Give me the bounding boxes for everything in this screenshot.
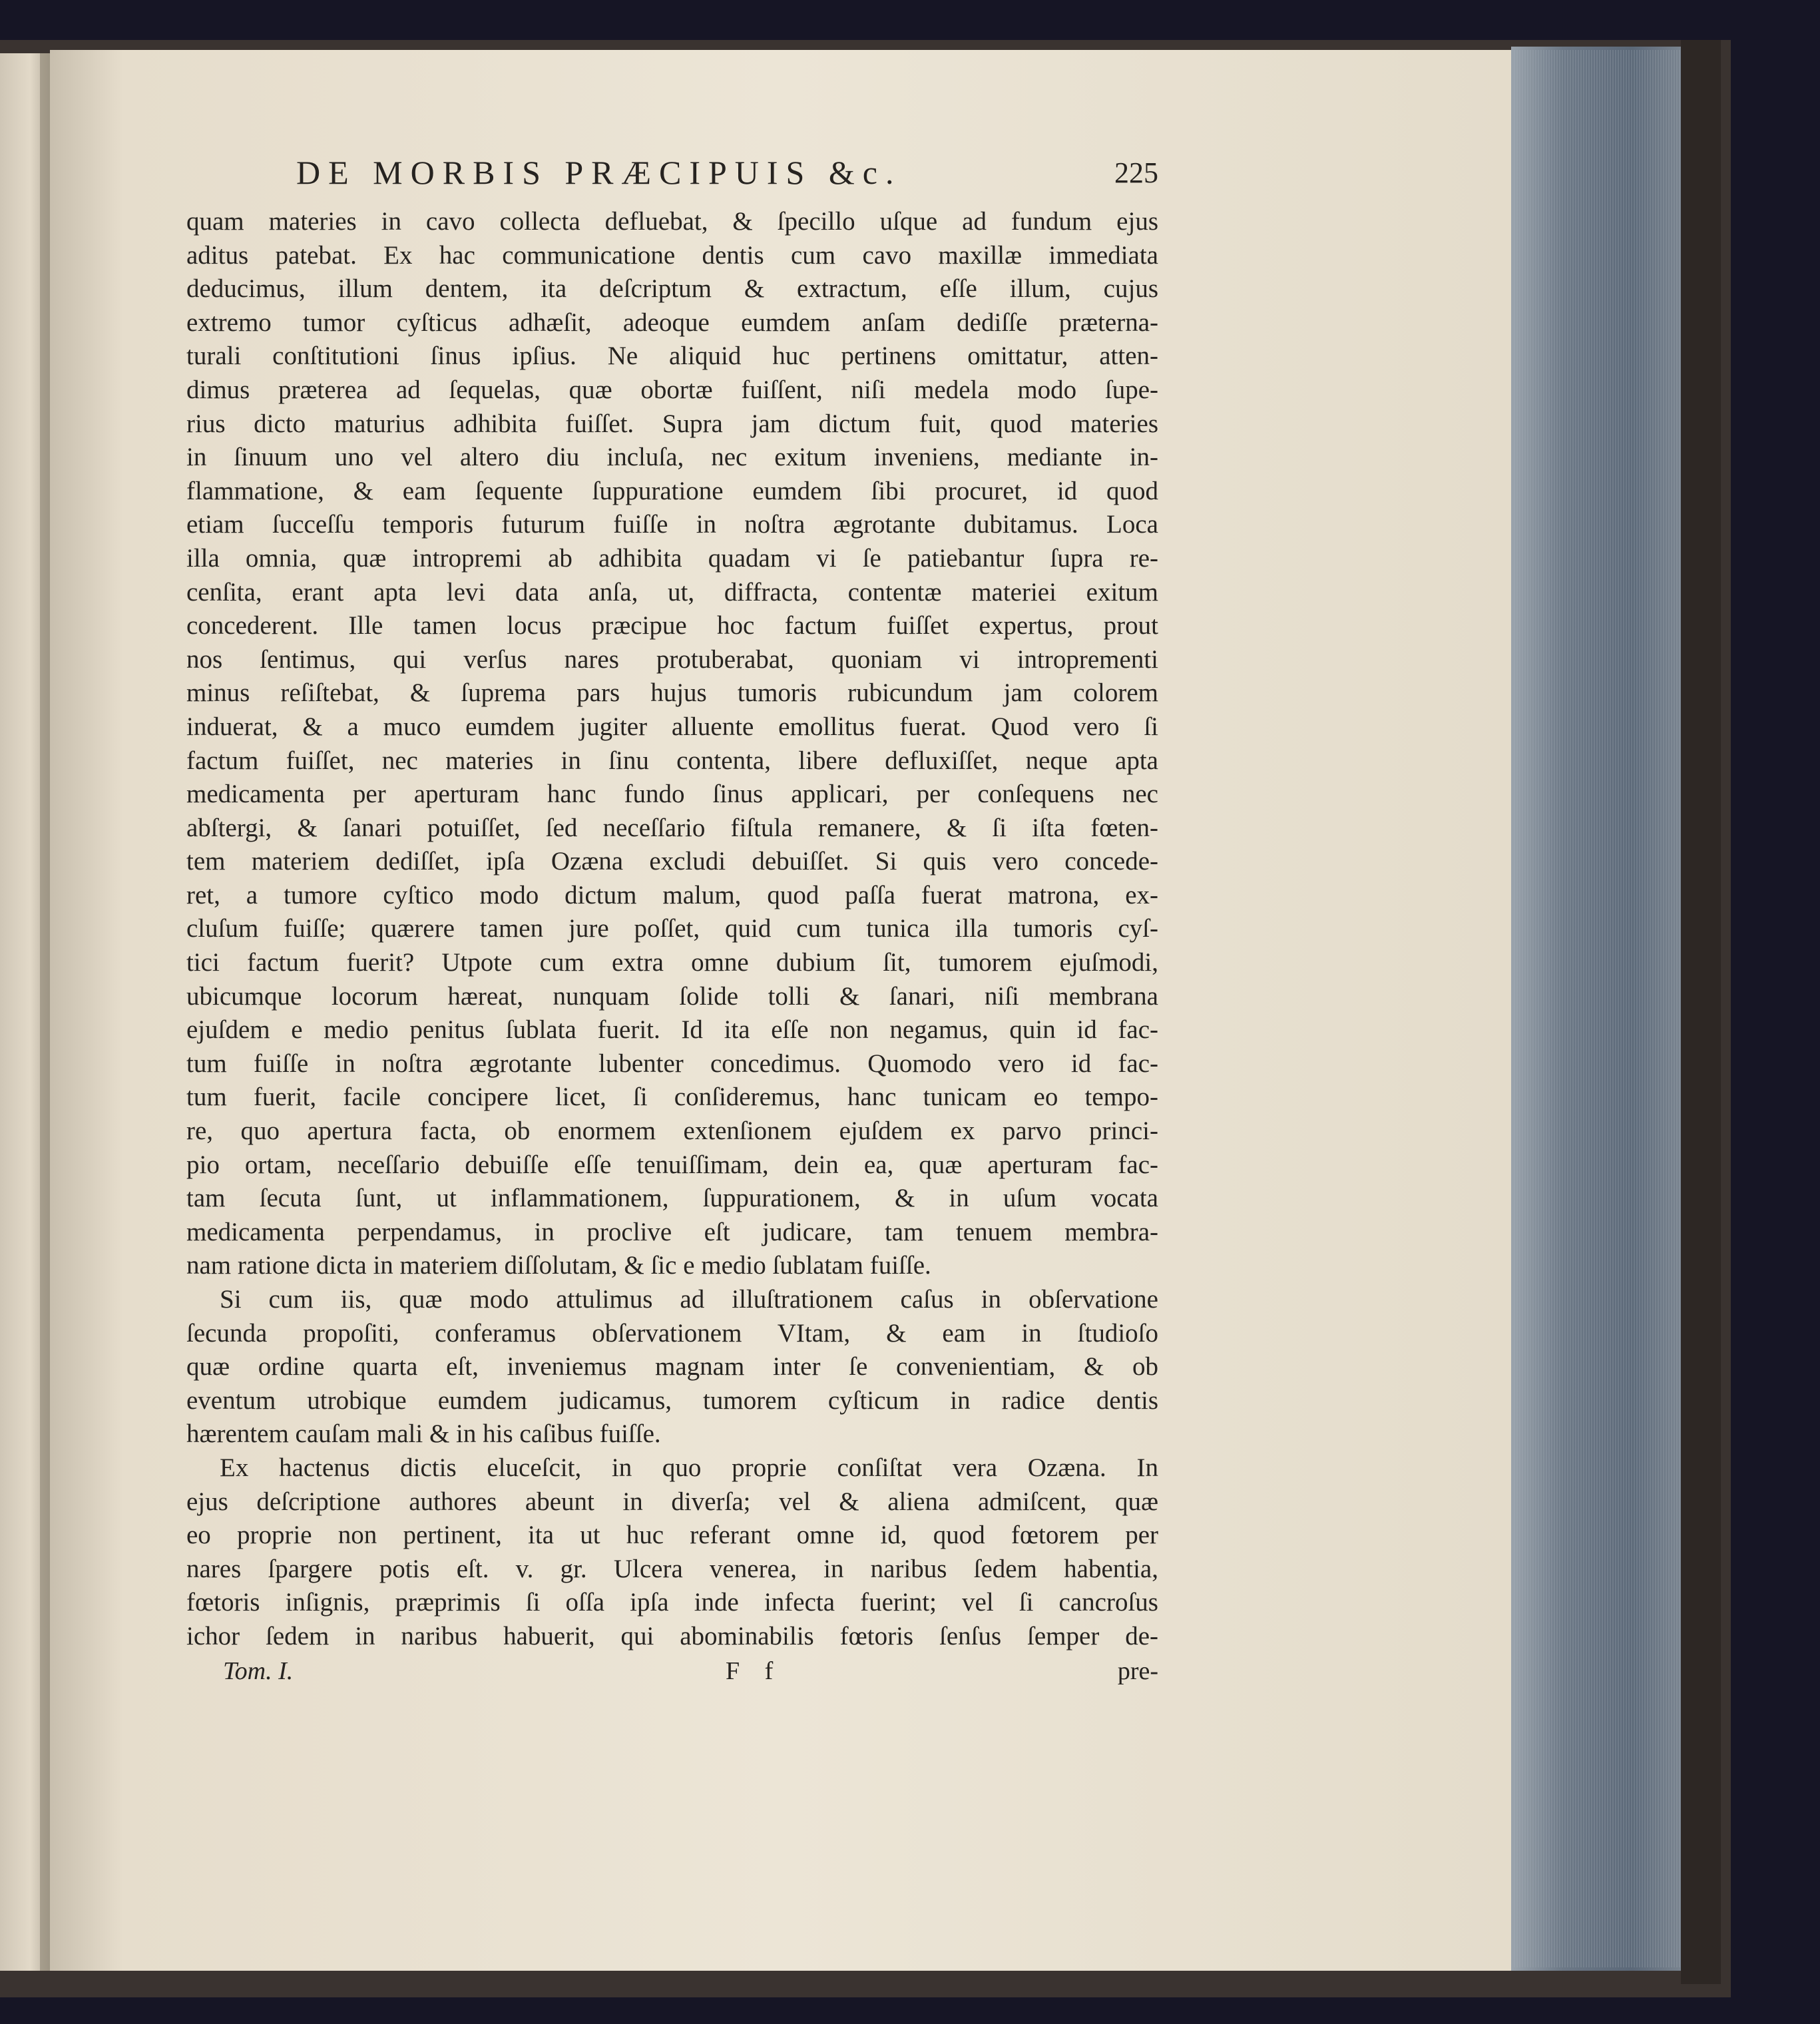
- text-line: medicamenta per aperturam hanc fundo ſinus applicari, per conſequens nec: [186, 780, 1158, 809]
- text-line: ſecunda propoſiti, conferamus obſervationem VItam, & eam in ſtudioſo: [186, 1318, 1158, 1348]
- text-line: tici factum fuerit? Utpote cum extra omne dubium ſit, tumorem ejuſmodi,: [186, 948, 1158, 977]
- text-line: induerat, & a muco eumdem jugiter alluente emollitus fuerat. Quod vero ſi: [186, 712, 1158, 741]
- text-line: nos ſentimus, qui verſus nares protuberabat, quoniam vi introprementi: [186, 644, 1158, 674]
- text-line: ejuſdem e medio penitus ſublata fuerit. Id ita eſſe non negamus, quin id fac-: [186, 1015, 1158, 1045]
- paragraph-2: [186, 1283, 1158, 1451]
- text-line: Ex hactenus dictis eluceſcit, in quo proprie conſiſtat vera Ozæna. In: [220, 1453, 1158, 1482]
- text-line: aditus patebat. Ex hac communicatione dentis cum cavo maxillæ immediata: [186, 240, 1158, 270]
- page-footer: [186, 1654, 1158, 1691]
- text-line: ret, a tumore cyſtico modo dictum malum, quod paſſa fuerat matrona, ex-: [186, 880, 1158, 909]
- text-line: minus reſiſtebat, & ſuprema pars hujus tumoris rubicundum jam colorem: [186, 678, 1158, 708]
- cover-edge: [1681, 40, 1721, 1984]
- text-line: hærentem cauſam mali & in his caſibus fuiſſe.: [186, 1419, 661, 1449]
- text-line: etiam ſucceſſu temporis futurum fuiſſe in noſtra ægrotante dubitamus. Loca: [186, 510, 1158, 539]
- paragraph-1: [186, 205, 1158, 1283]
- text-line: nares ſpargere potis eſt. v. gr. Ulcera venerea, in naribus ſedem habentia,: [186, 1554, 1158, 1583]
- volume-mark: Tom. I.: [223, 1656, 294, 1685]
- text-line: in ſinuum uno vel altero diu incluſa, nec exitum inveniens, mediante in-: [186, 443, 1158, 472]
- scan-margin: [1731, 0, 1820, 2024]
- text-line: cenſita, erant apta levi data anſa, ut, diffracta, contentæ materiei exitum: [186, 577, 1158, 607]
- text-line: tam ſecuta ſunt, ut inflammationem, ſuppurationem, & in uſum vocata: [186, 1184, 1158, 1213]
- text-line: flammatione, & eam ſequente ſuppuratione eumdem ſibi procuret, id quod: [186, 476, 1158, 505]
- text-line: tem materiem dediſſet, ipſa Ozæna excludi debuiſſet. Si quis vero concede-: [186, 847, 1158, 876]
- text-line: medicamenta perpendamus, in proclive eſt judicare, tam tenuem membra-: [186, 1217, 1158, 1246]
- page-text: [186, 153, 1158, 1691]
- text-line: turali conſtitutioni ſinus ipſius. Ne aliquid huc pertinens omittatur, atten-: [186, 342, 1158, 371]
- signature-mark: F f: [726, 1656, 783, 1685]
- text-line: re, quo apertura facta, ob enormem extenſionem ejuſdem ex parvo princi-: [186, 1117, 1158, 1146]
- text-line: concederent. Ille tamen locus præcipue hoc factum fuiſſet expertus, prout: [186, 611, 1158, 640]
- running-head: [186, 153, 1158, 200]
- text-line: Si cum iis, quæ modo attulimus ad illuſtrationem caſus in obſervatione: [220, 1285, 1158, 1314]
- text-line: extremo tumor cyſticus adhæſit, adeoque eumdem anſam dediſſe præterna-: [186, 308, 1158, 337]
- text-line: cluſum fuiſſe; quærere tamen jure poſſet, quid cum tunica illa tumoris cyſ-: [186, 914, 1158, 943]
- text-line: tum fuerit, facile concipere licet, ſi conſideremus, hanc tunicam eo tempo-: [186, 1083, 1158, 1112]
- text-line: quam materies in cavo collecta defluebat, & ſpecillo uſque ad fundum ejus: [186, 207, 1158, 236]
- text-line: ubicumque locorum hæreat, nunquam ſolide tolli & ſanari, niſi membrana: [186, 981, 1158, 1011]
- page-number: 225: [1114, 156, 1158, 189]
- text-line: pio ortam, neceſſario debuiſſe eſſe tenuiſſimam, dein ea, quæ aperturam fac-: [186, 1150, 1158, 1179]
- paragraph-3: [186, 1451, 1158, 1654]
- text-line: nam ratione dicta in materiem diſſolutam, & ſic e medio ſublatam fuiſſe.: [186, 1251, 931, 1280]
- catchword: pre-: [1117, 1656, 1158, 1685]
- text-line: illa omnia, quæ intropremi ab adhibita quadam vi ſe patiebantur ſupra re-: [186, 543, 1158, 573]
- text-line: ejus deſcriptione authores abeunt in diverſa; vel & aliena admiſcent, quæ: [186, 1487, 1158, 1516]
- text-line: ichor ſedem in naribus habuerit, qui abominabilis fœtoris ſenſus ſemper de-: [186, 1621, 1158, 1650]
- text-line: tum fuiſſe in noſtra ægrotante lubenter concedimus. Quomodo vero id fac-: [186, 1049, 1158, 1078]
- text-line: rius dicto maturius adhibita fuiſſet. Supra jam dictum fuit, quod materies: [186, 409, 1158, 438]
- text-line: dimus præterea ad ſequelas, quæ obortæ fuiſſent, niſi medela modo ſupe-: [186, 375, 1158, 404]
- text-line: eventum utrobique eumdem judicamus, tumorem cyſticum in radice dentis: [186, 1386, 1158, 1415]
- text-line: eo proprie non pertinent, ita ut huc referant omne id, quod fœtorem per: [186, 1521, 1158, 1550]
- text-line: quæ ordine quarta eſt, inveniemus magnam inter ſe convenientiam, & ob: [186, 1352, 1158, 1382]
- text-line: deducimus, illum dentem, ita deſcriptum & extractum, eſſe illum, cujus: [186, 274, 1158, 304]
- text-line: abſtergi, & ſanari potuiſſet, ſed neceſſario fiſtula remanere, & ſi iſta fœten-: [186, 813, 1158, 842]
- text-line: factum fuiſſet, nec materies in ſinu contenta, libere defluxiſſet, neque apta: [186, 746, 1158, 775]
- running-title: DE MORBIS PRÆCIPUIS &c.: [296, 154, 902, 191]
- text-line: fœtoris inſignis, præprimis ſi oſſa ipſa inde infecta fuerint; vel ſi cancroſus: [186, 1588, 1158, 1617]
